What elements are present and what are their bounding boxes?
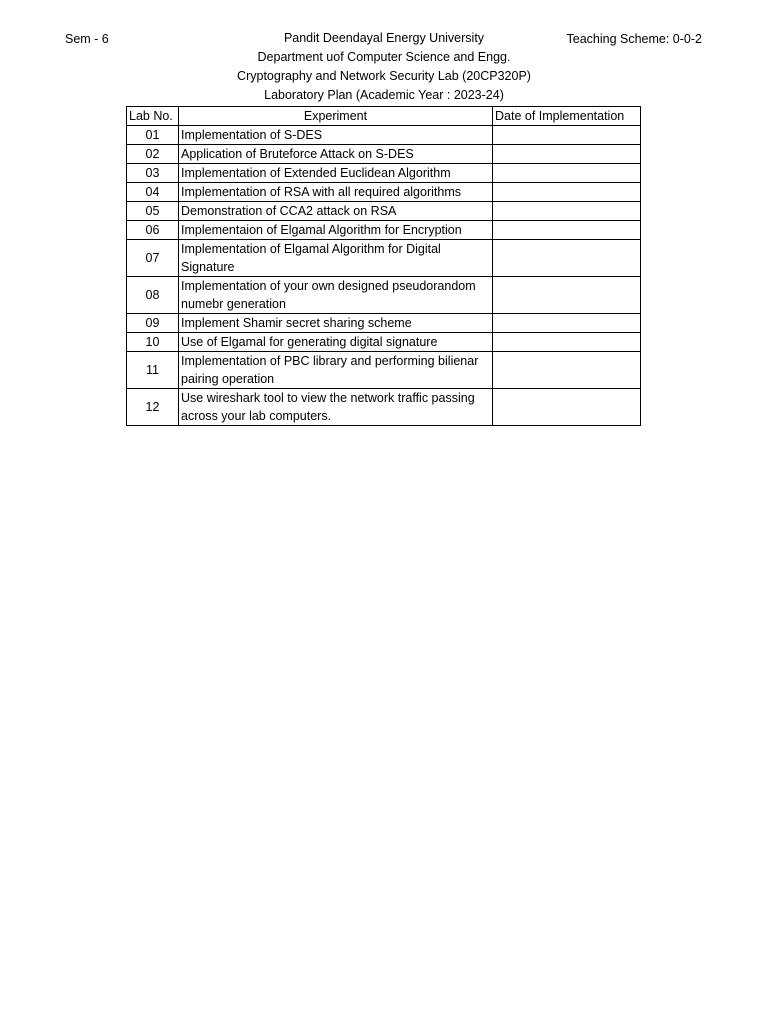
teaching-scheme-label: Teaching Scheme: 0-0-2	[566, 32, 702, 46]
lab-number-cell: 11	[127, 352, 179, 389]
experiment-cell: Implementation of PBC library and performing bilienar pairing operation	[179, 352, 493, 389]
course-title: Cryptography and Network Security Lab (20CP320P)	[237, 69, 531, 83]
date-cell	[493, 314, 641, 333]
experiment-cell: Implementation of S-DES	[179, 126, 493, 145]
table-row	[127, 277, 641, 314]
table-row	[127, 240, 641, 277]
date-cell	[493, 389, 641, 426]
department-name: Department uof Computer Science and Engg.	[257, 50, 511, 64]
experiment-cell: Implementation of RSA with all required algorithms	[179, 183, 493, 202]
experiment-cell: Implementation of your own designed pseudorandom numebr generation	[179, 277, 493, 314]
date-cell	[493, 202, 641, 221]
lab-number-cell: 05	[127, 202, 179, 221]
semester-label: Sem - 6	[65, 32, 109, 46]
table-row	[127, 389, 641, 426]
lab-number-cell: 09	[127, 314, 179, 333]
lab-number-cell: 12	[127, 389, 179, 426]
table-row	[127, 314, 641, 333]
experiment-cell: Demonstration of CCA2 attack on RSA	[179, 202, 493, 221]
experiment-cell: Implementaion of Elgamal Algorithm for Encryption	[179, 221, 493, 240]
table-row	[127, 352, 641, 389]
column-header-date: Date of Implementation	[493, 107, 641, 126]
experiment-cell: Implement Shamir secret sharing scheme	[179, 314, 493, 333]
date-cell	[493, 145, 641, 164]
column-header-lab-no: Lab No.	[127, 107, 179, 126]
lab-number-cell: 02	[127, 145, 179, 164]
table-row	[127, 333, 641, 352]
date-cell	[493, 352, 641, 389]
lab-number-cell: 04	[127, 183, 179, 202]
table-header-row	[127, 107, 641, 126]
experiment-cell: Use of Elgamal for generating digital signature	[179, 333, 493, 352]
university-name: Pandit Deendayal Energy University	[283, 31, 485, 45]
table-row	[127, 164, 641, 183]
date-cell	[493, 183, 641, 202]
lab-number-cell: 06	[127, 221, 179, 240]
document-header	[0, 29, 768, 105]
date-cell	[493, 126, 641, 145]
experiment-cell: Implementation of Elgamal Algorithm for Digital Signature	[179, 240, 493, 277]
table-row	[127, 221, 641, 240]
date-cell	[493, 164, 641, 183]
experiment-cell: Use wireshark tool to view the network traffic passing across your lab computers.	[179, 389, 493, 426]
lab-number-cell: 10	[127, 333, 179, 352]
experiment-cell: Implementation of Extended Euclidean Algorithm	[179, 164, 493, 183]
table-row	[127, 183, 641, 202]
date-cell	[493, 221, 641, 240]
column-header-experiment: Experiment	[179, 107, 493, 126]
lab-number-cell: 03	[127, 164, 179, 183]
lab-plan-table	[126, 106, 641, 426]
table-row	[127, 202, 641, 221]
lab-number-cell: 08	[127, 277, 179, 314]
table-row	[127, 126, 641, 145]
date-cell	[493, 240, 641, 277]
lab-number-cell: 07	[127, 240, 179, 277]
date-cell	[493, 333, 641, 352]
lab-number-cell: 01	[127, 126, 179, 145]
experiment-cell: Application of Bruteforce Attack on S-DES	[179, 145, 493, 164]
date-cell	[493, 277, 641, 314]
plan-title: Laboratory Plan (Academic Year : 2023-24)	[264, 88, 504, 102]
table-row	[127, 145, 641, 164]
